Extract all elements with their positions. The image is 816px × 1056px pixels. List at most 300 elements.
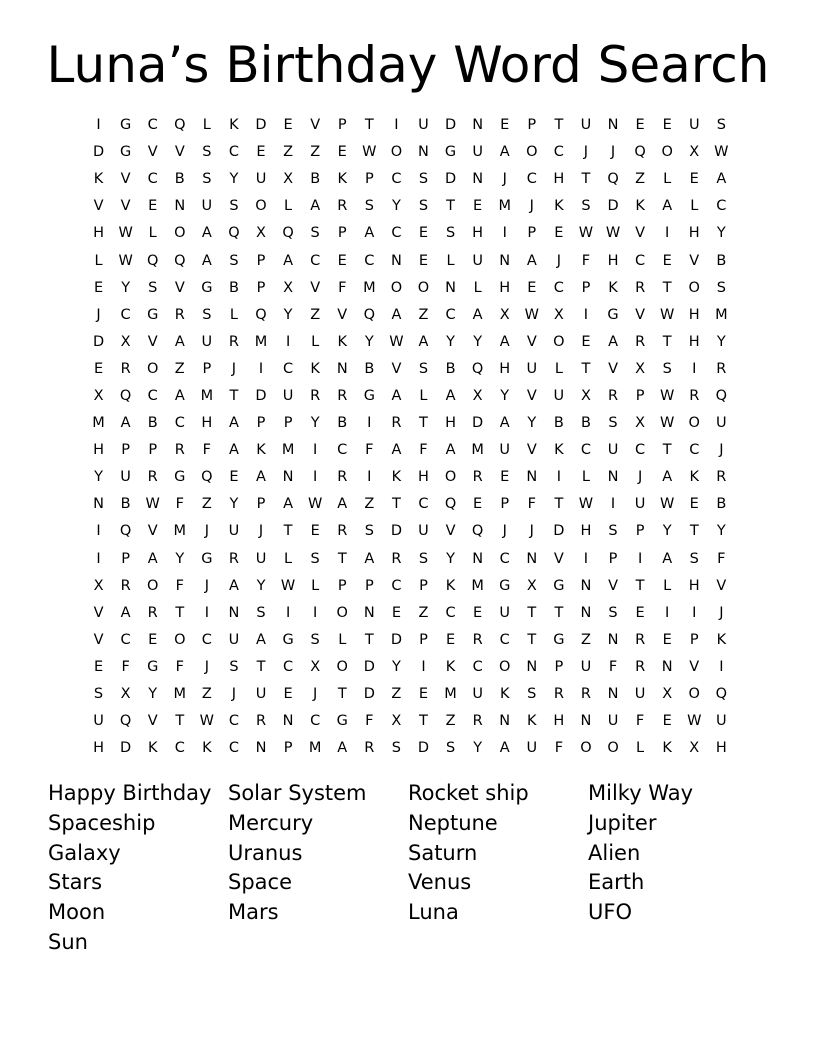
grid-letter: A: [147, 550, 158, 567]
grid-letter: W: [145, 496, 160, 513]
grid-letter: X: [662, 686, 673, 703]
grid-letter: S: [364, 523, 374, 540]
word-list-item: UFO: [588, 900, 632, 925]
grid-letter: Q: [201, 469, 213, 486]
grid-letter: O: [444, 469, 457, 486]
grid-letter: F: [419, 442, 428, 459]
grid-letter: S: [418, 550, 429, 567]
grid-letter: U: [580, 658, 592, 675]
grid-letter: E: [635, 604, 645, 621]
grid-letter: B: [228, 279, 239, 296]
grid-letter: L: [311, 333, 320, 350]
grid-letter: C: [635, 252, 646, 269]
grid-letter: J: [204, 658, 209, 675]
grid-letter: K: [554, 198, 564, 215]
grid-letter: U: [499, 442, 511, 459]
grid-letter: Q: [119, 523, 132, 540]
grid-row: [85, 247, 735, 274]
grid-row: [85, 437, 735, 464]
grid-letter: Q: [444, 496, 457, 513]
grid-letter: E: [527, 279, 537, 296]
grid-letter: S: [310, 631, 320, 648]
page-title: Luna’s Birthday Word Search: [46, 36, 770, 94]
grid-letter: C: [445, 306, 456, 323]
grid-letter: A: [120, 604, 131, 621]
grid-letter: T: [337, 686, 347, 703]
grid-letter: R: [337, 387, 348, 404]
word-list-item: Rocket ship: [408, 781, 529, 805]
grid-letter: K: [445, 658, 456, 675]
grid-letter: I: [258, 360, 264, 377]
grid-letter: A: [499, 144, 510, 161]
grid-letter: S: [418, 360, 429, 377]
grid-letter: K: [445, 577, 456, 594]
grid-letter: Z: [418, 306, 429, 323]
grid-letter: X: [391, 713, 402, 730]
grid-letter: A: [608, 333, 618, 350]
grid-letter: E: [473, 496, 483, 513]
grid-row: [85, 518, 735, 545]
grid-letter: S: [608, 523, 618, 540]
grid-letter: O: [688, 415, 700, 432]
grid-letter: S: [202, 144, 212, 161]
grid-letter: L: [284, 198, 293, 215]
grid-letter: U: [120, 469, 131, 486]
grid-letter: E: [283, 117, 293, 134]
grid-letter: I: [556, 469, 561, 486]
grid-letter: I: [692, 360, 697, 377]
grid-letter: H: [418, 469, 429, 486]
grid-letter: P: [419, 631, 428, 648]
grid-letter: Z: [201, 686, 212, 703]
grid-letter: J: [231, 360, 237, 377]
grid-letter: H: [472, 225, 484, 242]
grid-letter: J: [529, 198, 534, 215]
grid-letter: N: [390, 252, 402, 269]
grid-letter: O: [146, 577, 159, 594]
grid-letter: Y: [446, 550, 455, 567]
grid-letter: P: [527, 117, 537, 134]
grid-letter: Z: [201, 496, 212, 513]
grid-letter: O: [688, 279, 700, 296]
grid-letter: E: [337, 252, 347, 269]
word-list-item: Saturn: [408, 840, 478, 865]
grid-letter: J: [502, 171, 507, 188]
grid-letter: E: [418, 686, 429, 703]
grid-letter: P: [527, 225, 537, 242]
grid-letter: C: [228, 713, 239, 730]
grid-letter: P: [283, 415, 293, 432]
grid-row: [85, 302, 735, 329]
grid-letter: E: [473, 198, 483, 215]
grid-letter: C: [364, 252, 375, 269]
grid-letter: P: [419, 577, 428, 594]
grid-letter: C: [120, 306, 131, 323]
grid-letter: C: [120, 631, 131, 648]
grid-letter: N: [174, 198, 186, 215]
grid-letter: A: [445, 387, 456, 404]
grid-letter: S: [229, 252, 239, 269]
grid-letter: T: [419, 415, 428, 432]
grid-letter: H: [93, 442, 104, 459]
grid-letter: X: [526, 577, 537, 594]
grid-letter: K: [337, 171, 347, 188]
word-list-item: Sun: [48, 929, 88, 954]
grid-letter: C: [418, 496, 429, 513]
grid-letter: H: [715, 740, 727, 757]
grid-letter: S: [689, 550, 699, 567]
grid-letter: S: [202, 306, 212, 323]
grid-row: [85, 546, 735, 573]
grid-letter: D: [472, 415, 484, 432]
grid-letter: A: [499, 333, 510, 350]
grid-letter: K: [716, 631, 727, 648]
grid-letter: A: [716, 171, 727, 188]
grid-letter: M: [471, 577, 484, 594]
grid-letter: O: [174, 631, 186, 648]
grid-letter: L: [581, 469, 590, 486]
grid-letter: S: [364, 198, 374, 215]
grid-letter: N: [472, 117, 484, 134]
grid-letter: A: [174, 387, 185, 404]
grid-row: [85, 600, 735, 627]
grid-letter: P: [256, 279, 266, 296]
grid-letter: Y: [391, 658, 401, 675]
grid-letter: W: [660, 387, 675, 404]
grid-letter: C: [283, 658, 294, 675]
grid-letter: M: [173, 686, 187, 703]
grid-letter: B: [337, 415, 348, 432]
grid-letter: H: [445, 415, 456, 432]
grid-letter: H: [688, 306, 700, 323]
grid-letter: G: [201, 550, 213, 567]
grid-letter: Q: [119, 387, 132, 404]
grid-letter: K: [229, 117, 239, 134]
grid-letter: R: [553, 686, 564, 703]
grid-letter: I: [285, 604, 291, 621]
grid-letter: L: [202, 117, 211, 134]
grid-letter: A: [472, 306, 483, 323]
grid-letter: U: [607, 713, 619, 730]
grid-letter: S: [445, 225, 456, 242]
grid-letter: Y: [446, 333, 455, 350]
grid-letter: N: [607, 686, 619, 703]
grid-letter: D: [607, 198, 619, 215]
grid-letter: Z: [635, 171, 646, 188]
grid-letter: X: [472, 387, 483, 404]
grid-letter: T: [446, 198, 455, 215]
grid-letter: X: [580, 387, 591, 404]
grid-letter: C: [228, 144, 239, 161]
grid-letter: O: [390, 279, 403, 296]
grid-letter: T: [662, 279, 672, 296]
grid-letter: Z: [418, 604, 429, 621]
grid-row: [85, 329, 735, 356]
grid-letter: D: [390, 631, 402, 648]
grid-letter: T: [175, 713, 185, 730]
grid-letter: N: [445, 279, 456, 296]
grid-letter: N: [580, 577, 592, 594]
grid-letter: Z: [580, 631, 591, 648]
grid-letter: P: [121, 550, 130, 567]
grid-letter: K: [689, 469, 700, 486]
grid-letter: V: [526, 387, 537, 404]
grid-letter: S: [445, 740, 456, 757]
grid-letter: C: [310, 252, 321, 269]
grid-letter: S: [608, 415, 618, 432]
word-list-item: Uranus: [228, 840, 303, 865]
grid-letter: A: [364, 550, 375, 567]
grid-letter: V: [608, 360, 618, 377]
grid-letter: E: [473, 604, 483, 621]
grid-letter: E: [310, 523, 320, 540]
grid-letter: Q: [471, 523, 484, 540]
grid-letter: C: [526, 171, 537, 188]
grid-row: [85, 708, 735, 735]
grid-letter: P: [500, 496, 510, 513]
grid-letter: R: [635, 631, 646, 648]
grid-letter: U: [716, 415, 727, 432]
grid-letter: S: [418, 198, 429, 215]
grid-letter: U: [255, 686, 267, 703]
grid-letter: Q: [282, 225, 294, 242]
grid-letter: A: [391, 387, 402, 404]
grid-letter: O: [688, 686, 700, 703]
grid-letter: V: [310, 117, 321, 134]
grid-letter: R: [174, 442, 185, 459]
grid-letter: M: [200, 387, 214, 404]
grid-letter: P: [364, 577, 374, 594]
grid-letter: O: [580, 740, 592, 757]
grid-letter: R: [120, 577, 131, 594]
grid-letter: W: [307, 496, 323, 513]
grid-letter: C: [635, 442, 646, 459]
grid-letter: W: [524, 306, 539, 323]
grid-letter: H: [93, 225, 104, 242]
grid-letter: P: [608, 550, 618, 567]
grid-letter: U: [688, 117, 700, 134]
grid-letter: U: [553, 387, 565, 404]
grid-letter: J: [204, 577, 209, 594]
grid-letter: V: [120, 171, 131, 188]
grid-letter: C: [499, 550, 510, 567]
grid-letter: R: [147, 604, 158, 621]
grid-letter: S: [229, 198, 239, 215]
grid-letter: C: [174, 740, 185, 757]
grid-letter: N: [336, 360, 348, 377]
word-list-item: Venus: [408, 870, 472, 895]
grid-letter: N: [580, 713, 592, 730]
grid-letter: U: [580, 117, 592, 134]
grid-letter: U: [472, 252, 483, 269]
grid-letter: O: [336, 658, 348, 675]
grid-letter: W: [118, 252, 133, 269]
grid-letter: N: [499, 252, 511, 269]
grid-letter: U: [634, 686, 646, 703]
grid-letter: V: [337, 306, 348, 323]
grid-letter: P: [337, 225, 347, 242]
grid-letter: J: [313, 686, 318, 703]
grid-row: [85, 735, 735, 762]
grid-letter: H: [553, 713, 565, 730]
word-list-item: Neptune: [408, 810, 498, 835]
grid-letter: J: [258, 523, 264, 540]
grid-row: [85, 220, 735, 247]
grid-letter: A: [364, 225, 375, 242]
grid-letter: A: [526, 252, 537, 269]
grid-letter: B: [364, 360, 375, 377]
grid-letter: Z: [445, 713, 456, 730]
grid-letter: Y: [716, 225, 726, 242]
grid-letter: G: [119, 144, 132, 161]
grid-row: [85, 654, 735, 681]
grid-letter: Y: [473, 333, 483, 350]
grid-letter: E: [256, 144, 266, 161]
grid-letter: C: [716, 198, 727, 215]
grid-letter: T: [554, 496, 564, 513]
grid-letter: O: [174, 225, 186, 242]
grid-letter: Q: [607, 171, 619, 188]
grid-letter: P: [121, 442, 130, 459]
grid-letter: Y: [500, 387, 510, 404]
grid-letter: L: [663, 171, 672, 188]
grid-letter: W: [714, 144, 729, 161]
grid-letter: G: [282, 631, 294, 648]
grid-letter: Q: [363, 306, 376, 323]
grid-letter: U: [201, 333, 213, 350]
grid-letter: T: [554, 117, 564, 134]
grid-letter: V: [147, 713, 158, 730]
grid-letter: R: [472, 713, 483, 730]
grid-letter: E: [689, 171, 699, 188]
grid-letter: R: [228, 333, 239, 350]
grid-letter: C: [147, 387, 158, 404]
grid-letter: T: [527, 604, 537, 621]
grid-letter: J: [610, 144, 616, 161]
grid-letter: F: [121, 658, 130, 675]
word-list-item: Space: [228, 870, 292, 895]
grid-letter: C: [391, 577, 402, 594]
grid-letter: F: [365, 713, 374, 730]
grid-letter: L: [636, 740, 645, 757]
grid-letter: Q: [634, 144, 646, 161]
word-list-item: Milky Way: [588, 781, 694, 805]
grid-letter: J: [719, 442, 724, 459]
grid-letter: N: [472, 171, 484, 188]
grid-row: [85, 627, 735, 654]
grid-letter: I: [96, 523, 101, 540]
grid-letter: V: [147, 523, 158, 540]
grid-letter: P: [364, 171, 374, 188]
grid-letter: H: [553, 171, 565, 188]
grid-letter: H: [688, 577, 700, 594]
grid-letter: L: [94, 252, 103, 269]
grid-letter: P: [581, 279, 591, 296]
grid-letter: O: [336, 604, 348, 621]
grid-letter: U: [201, 198, 213, 215]
grid-letter: X: [283, 171, 294, 188]
grid-letter: C: [580, 442, 591, 459]
grid-letter: A: [201, 225, 212, 242]
grid-letter: Q: [119, 713, 132, 730]
grid-letter: R: [635, 279, 646, 296]
grid-letter: V: [147, 144, 158, 161]
grid-row: [85, 193, 735, 220]
grid-letter: T: [581, 171, 591, 188]
grid-letter: C: [147, 117, 158, 134]
grid-letter: A: [445, 442, 456, 459]
grid-letter: I: [692, 604, 697, 621]
grid-letter: S: [716, 279, 726, 296]
grid-letter: L: [554, 360, 563, 377]
grid-letter: E: [662, 713, 672, 730]
grid-letter: T: [554, 604, 564, 621]
grid-letter: R: [120, 360, 131, 377]
grid-letter: Z: [310, 144, 321, 161]
grid-letter: I: [367, 415, 372, 432]
grid-letter: K: [256, 442, 266, 459]
grid-letter: N: [472, 550, 484, 567]
grid-letter: P: [337, 577, 347, 594]
grid-letter: R: [472, 631, 483, 648]
grid-letter: T: [175, 604, 185, 621]
grid-letter: G: [147, 306, 159, 323]
grid-letter: A: [391, 442, 402, 459]
grid-letter: A: [499, 415, 510, 432]
grid-letter: G: [119, 117, 132, 134]
grid-letter: S: [148, 279, 158, 296]
word-list-item: Moon: [48, 900, 106, 925]
grid-letter: D: [553, 523, 565, 540]
word-list-item: Mars: [228, 900, 279, 925]
grid-letter: C: [310, 713, 321, 730]
grid-letter: L: [338, 631, 347, 648]
grid-letter: R: [716, 360, 727, 377]
grid-letter: H: [499, 279, 511, 296]
word-list-item: Stars: [48, 870, 103, 895]
word-list-item: Luna: [408, 900, 459, 925]
grid-letter: E: [418, 252, 429, 269]
grid-letter: M: [281, 442, 295, 459]
grid-letter: M: [715, 306, 728, 323]
grid-letter: N: [228, 604, 240, 621]
grid-letter: K: [310, 360, 320, 377]
grid-row: [85, 681, 735, 708]
grid-letter: Q: [715, 387, 728, 404]
grid-letter: T: [635, 577, 645, 594]
grid-letter: X: [689, 740, 700, 757]
grid-letter: Q: [174, 252, 186, 269]
grid-letter: R: [607, 387, 619, 404]
grid-letter: E: [581, 333, 591, 350]
grid-letter: D: [120, 740, 132, 757]
grid-letter: K: [608, 279, 618, 296]
grid-letter: I: [313, 604, 318, 621]
grid-letter: D: [255, 117, 267, 134]
grid-letter: R: [364, 740, 375, 757]
grid-letter: T: [256, 658, 266, 675]
grid-letter: J: [556, 252, 561, 269]
grid-letter: R: [147, 469, 158, 486]
grid-letter: A: [391, 306, 402, 323]
grid-letter: O: [390, 144, 403, 161]
grid-letter: Q: [228, 225, 240, 242]
grid-letter: P: [635, 387, 645, 404]
grid-letter: L: [229, 306, 238, 323]
grid-letter: H: [688, 225, 700, 242]
grid-letter: C: [228, 740, 239, 757]
word-list-item: Solar System: [228, 781, 367, 805]
